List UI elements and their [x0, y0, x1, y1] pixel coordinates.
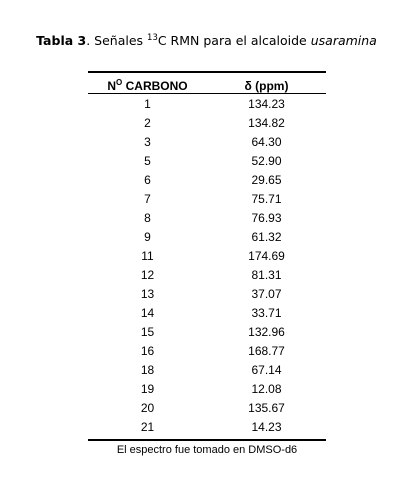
table-row	[88, 398, 326, 417]
carbon-number-cell: 8	[144, 210, 151, 225]
carbon-number-cell: 7	[144, 191, 151, 206]
carbon-number-cell: 9	[144, 229, 151, 244]
chemical-shift-cell: 76.93	[251, 210, 282, 225]
table-row	[88, 303, 326, 322]
table-row	[88, 132, 326, 151]
shifts-table-body	[88, 94, 326, 436]
caption-label: Tabla 3	[36, 33, 87, 48]
table-row	[88, 113, 326, 132]
table-row	[88, 341, 326, 360]
header-shift: δ (ppm)	[244, 79, 289, 93]
chemical-shift-cell: 168.77	[248, 343, 285, 358]
chemical-shift-cell: 64.30	[251, 134, 282, 149]
carbon-number-cell: 18	[140, 362, 155, 377]
carbon-number-cell: 13	[140, 286, 155, 301]
table-header-row	[88, 73, 326, 93]
table-row	[88, 379, 326, 398]
header-carbon	[88, 73, 207, 93]
table-row	[88, 265, 326, 284]
carbon-number-cell: 16	[140, 343, 155, 358]
carbon-number-cell: 19	[140, 381, 155, 396]
chemical-shift-cell: 52.90	[251, 153, 282, 168]
chemical-shift-cell: 81.31	[251, 267, 282, 282]
chemical-shift-cell: 134.23	[248, 96, 285, 111]
carbon-number-cell: 14	[140, 305, 155, 320]
chemical-shift-cell: 134.82	[248, 115, 285, 130]
table-body	[88, 94, 326, 436]
caption-compound: usaramina	[310, 33, 377, 48]
carbon-number-cell: 21	[140, 419, 155, 434]
table-row	[88, 227, 326, 246]
header-carbon-prefix: N	[107, 79, 117, 93]
carbon-number-cell: 3	[144, 134, 151, 149]
table-row	[88, 322, 326, 341]
table-row	[88, 151, 326, 170]
chemical-shift-cell: 61.32	[251, 229, 282, 244]
chemical-shift-cell: 14.23	[251, 419, 282, 434]
carbon-number-cell: 20	[140, 400, 155, 415]
table-row	[88, 284, 326, 303]
carbon-number-cell: 1	[144, 96, 151, 111]
caption-text-before: . Señales	[86, 33, 148, 48]
chemical-shift-cell: 174.69	[248, 248, 285, 263]
nmr-table	[88, 71, 326, 441]
chemical-shift-cell: 12.08	[251, 381, 282, 396]
chemical-shift-cell: 29.65	[251, 172, 282, 187]
header-carbon-sup: O	[116, 78, 123, 87]
table-row	[88, 94, 326, 113]
chemical-shift-cell: 33.71	[251, 305, 282, 320]
chemical-shift-cell: 135.67	[248, 400, 285, 415]
table-row	[88, 208, 326, 227]
carbon-number-cell: 2	[144, 115, 151, 130]
table-bottom-rule	[88, 439, 326, 441]
chemical-shift-cell: 132.96	[248, 324, 285, 339]
chemical-shift-cell: 75.71	[251, 191, 282, 206]
table-row	[88, 170, 326, 189]
header-carbon-suffix: CARBONO	[122, 79, 188, 93]
table-row	[88, 417, 326, 436]
chemical-shift-cell: 67.14	[251, 362, 282, 377]
table-row	[88, 246, 326, 265]
shifts-table	[88, 73, 326, 93]
carbon-number-cell: 15	[140, 324, 155, 339]
table-row	[88, 189, 326, 208]
table-caption	[0, 33, 413, 48]
table-row	[88, 360, 326, 379]
caption-isotope: 13	[147, 33, 158, 43]
carbon-number-cell: 11	[141, 248, 154, 263]
table-footnote: El espectro fue tomado en DMSO-d6	[116, 444, 298, 456]
carbon-number-cell: 6	[144, 172, 151, 187]
carbon-number-cell: 5	[144, 153, 151, 168]
carbon-number-cell: 12	[140, 267, 155, 282]
chemical-shift-cell: 37.07	[251, 286, 282, 301]
caption-text-mid: C RMN para el alcaloide	[157, 33, 311, 48]
